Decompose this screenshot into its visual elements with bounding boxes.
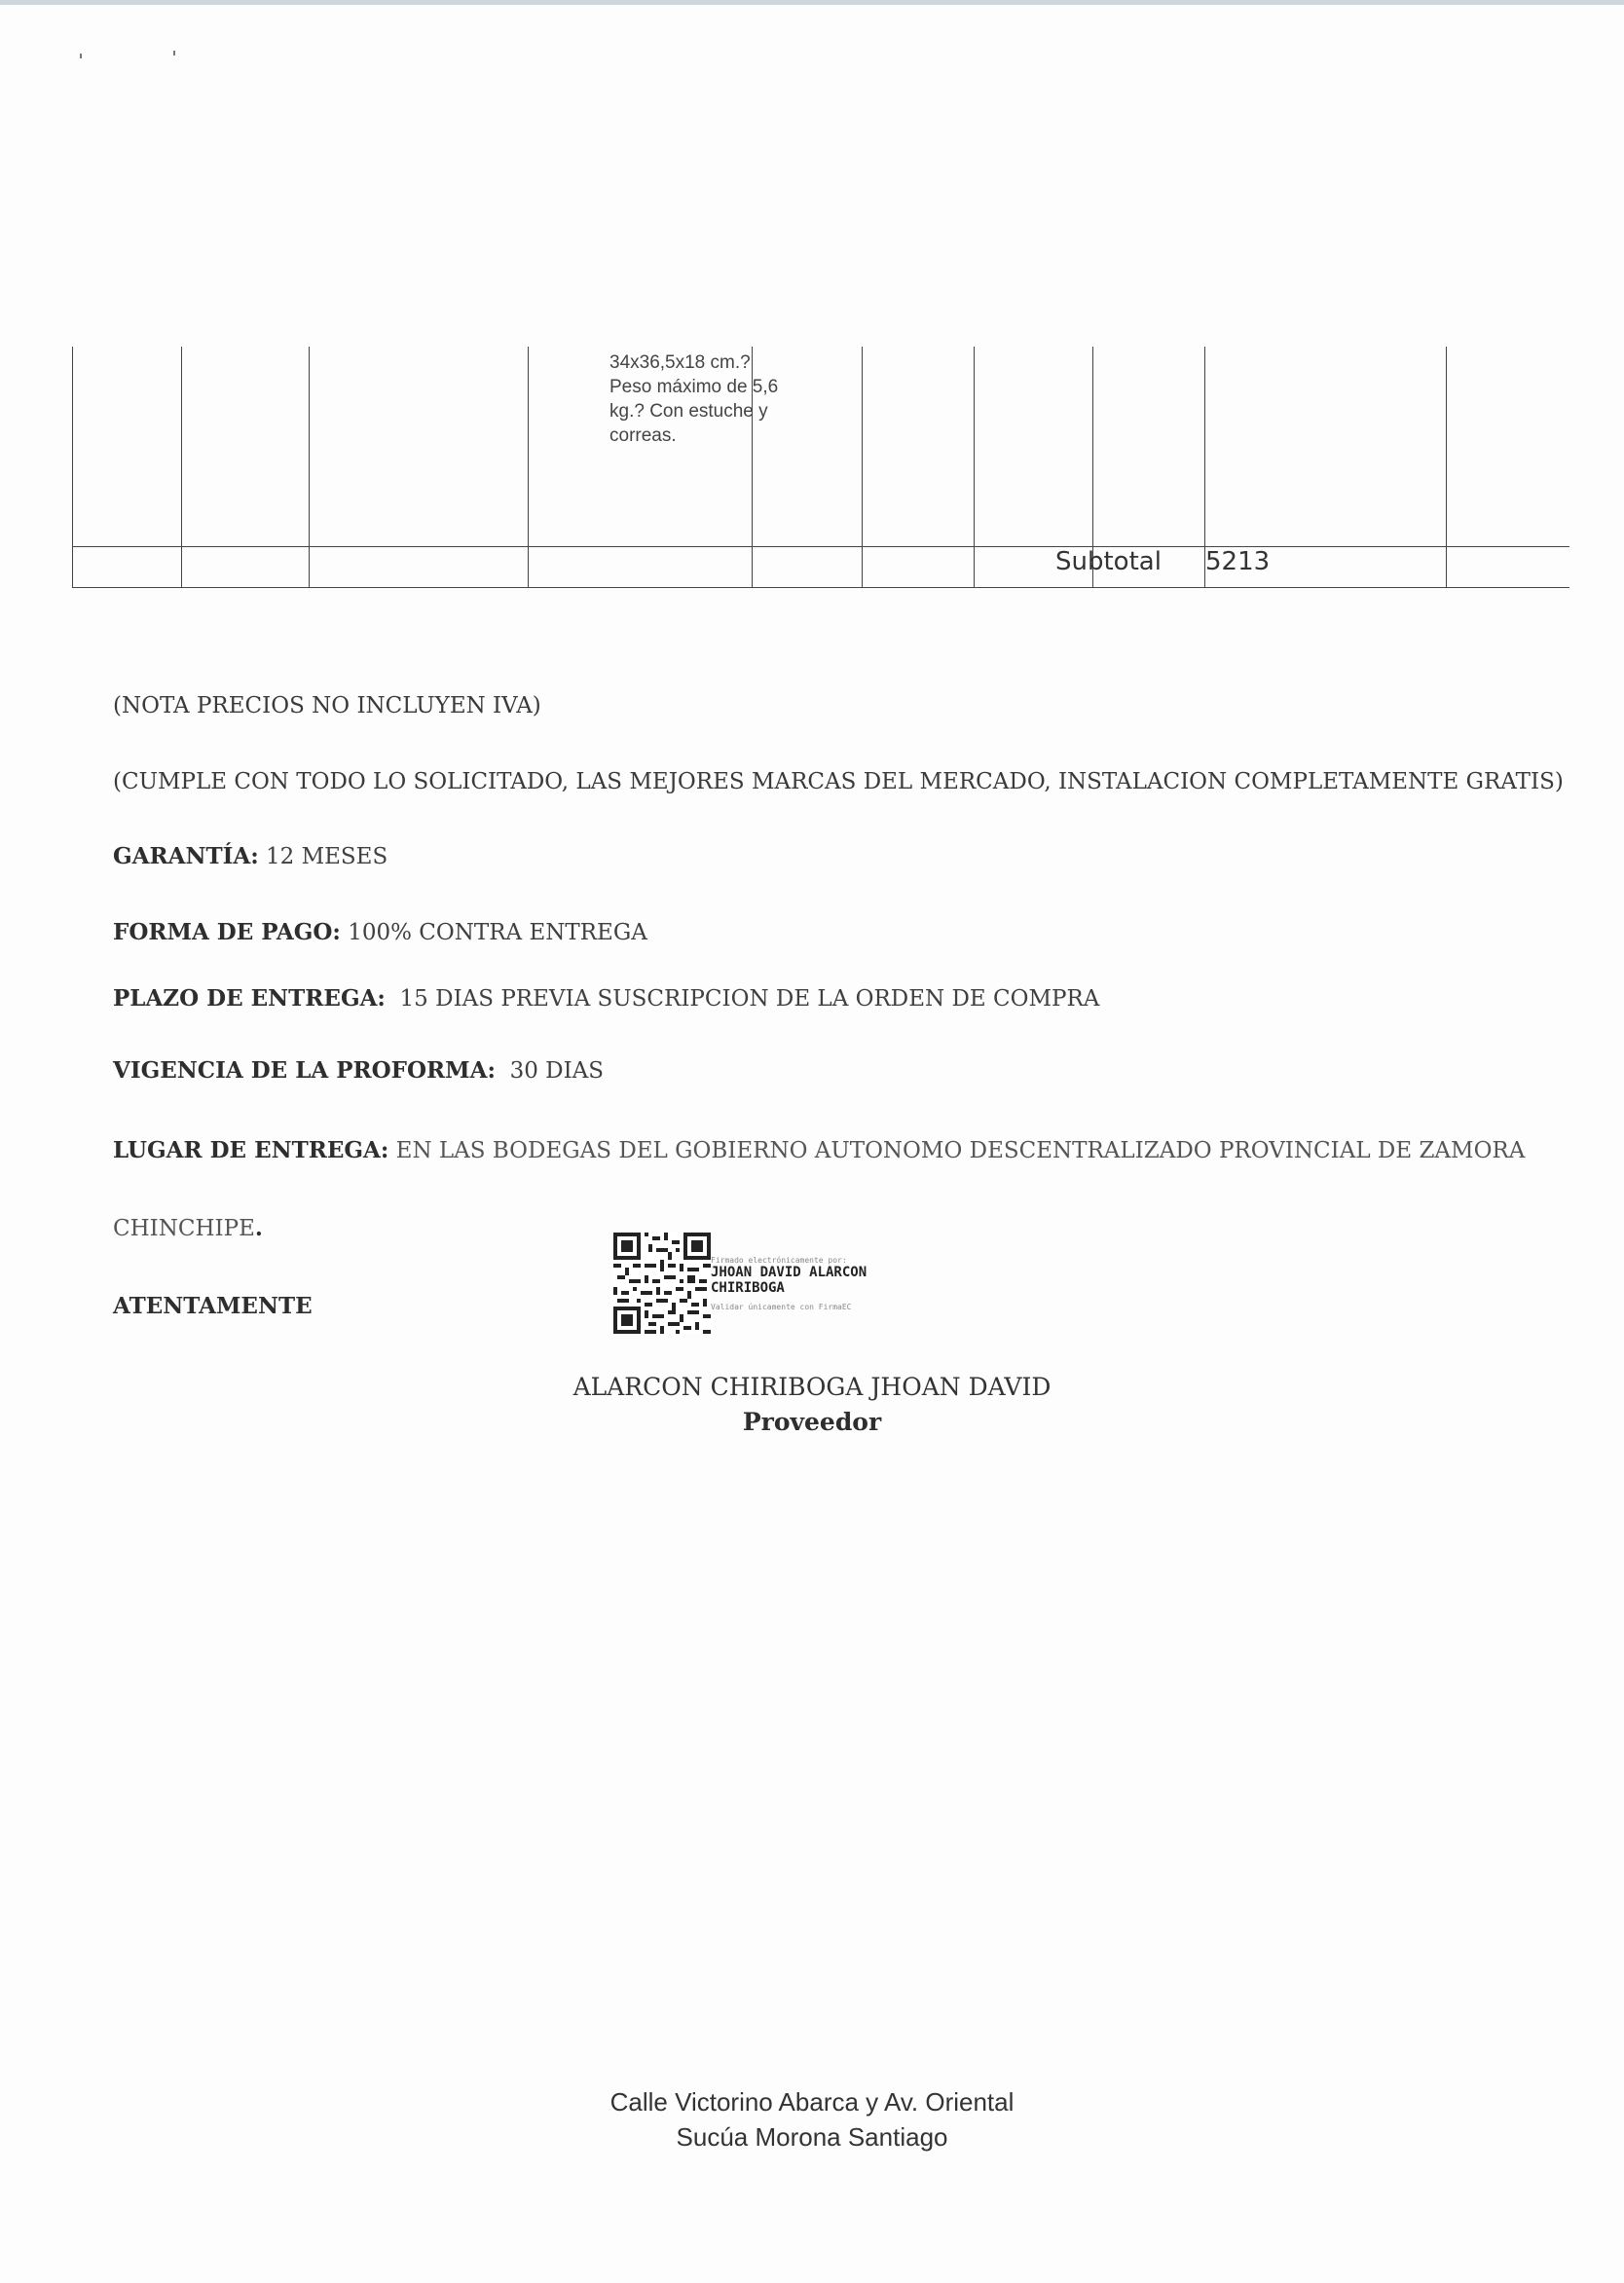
pago-value: 100% CONTRA ENTREGA [348, 920, 647, 945]
subtotal-label: Subtotal [1055, 547, 1162, 576]
description-line: Peso máximo de 5,6 [609, 377, 779, 397]
term-vigencia [113, 1057, 604, 1084]
qr-code-icon [613, 1233, 711, 1334]
vigencia-label: VIGENCIA DE LA PROFORMA: [113, 1057, 496, 1084]
description-line: kg.? Con estuche y [609, 401, 768, 422]
term-lugar-cont [113, 1215, 263, 1241]
footer-address: Calle Victorino Abarca y Av. Oriental [609, 2087, 1015, 2117]
plazo-label: PLAZO DE ENTREGA: [113, 985, 386, 1012]
atentamente [113, 1293, 313, 1319]
pago-label: FORMA DE PAGO: [113, 919, 341, 945]
signature-validate: Validar únicamente con FirmaEC [711, 1303, 852, 1311]
note-iva: (NOTA PRECIOS NO INCLUYEN IVA) [113, 693, 541, 718]
garantia-value: 12 MESES [266, 844, 388, 869]
lugar-value: EN LAS BODEGAS DEL GOBIERNO AUTONOMO DESCENTRALIZADO PROVINCIAL DE ZAMORA [395, 1138, 1526, 1163]
item-description-cell [609, 350, 824, 448]
provider-name: ALARCON CHIRIBOGA JHOAN DAVID [572, 1373, 1052, 1401]
vigencia-value: 30 DIAS [509, 1058, 605, 1084]
provider-role: Proveedor [742, 1408, 882, 1436]
items-table [72, 347, 1569, 588]
signature-name-line1: JHOAN DAVID ALARCON [711, 1265, 867, 1280]
description-line: 34x36,5x18 cm.? [609, 352, 751, 373]
signature-signed-by: Firmado electrónicamente por: [711, 1256, 847, 1265]
subtotal-value: 5213 [1205, 547, 1271, 576]
plazo-value: 15 DIAS PREVIA SUSCRIPCION DE LA ORDEN DE COMPRA [399, 986, 1100, 1012]
term-plazo [113, 985, 1099, 1012]
term-garantia [113, 843, 388, 869]
garantia-label: GARANTÍA: [113, 843, 259, 869]
scan-edge [0, 0, 1624, 5]
electronic-signature [613, 1233, 925, 1334]
signature-name-line2: CHIRIBOGA [711, 1280, 785, 1296]
lugar-label: LUGAR DE ENTREGA: [113, 1137, 389, 1163]
lugar-value-cont: CHINCHIPE [113, 1216, 255, 1241]
description-line: correas. [609, 425, 677, 446]
term-lugar [113, 1137, 1525, 1163]
term-pago [113, 919, 647, 945]
scan-specks [78, 51, 195, 60]
lugar-period: . [254, 1215, 263, 1241]
note-cumple: (CUMPLE CON TODO LO SOLICITADO, LAS MEJORES MARCAS DEL MERCADO, INSTALACION COMPLETAMENTE GRATIS) [113, 769, 1564, 794]
footer-city: Sucúa Morona Santiago [676, 2122, 948, 2152]
atentamente-text: ATENTAMENTE [113, 1293, 313, 1319]
